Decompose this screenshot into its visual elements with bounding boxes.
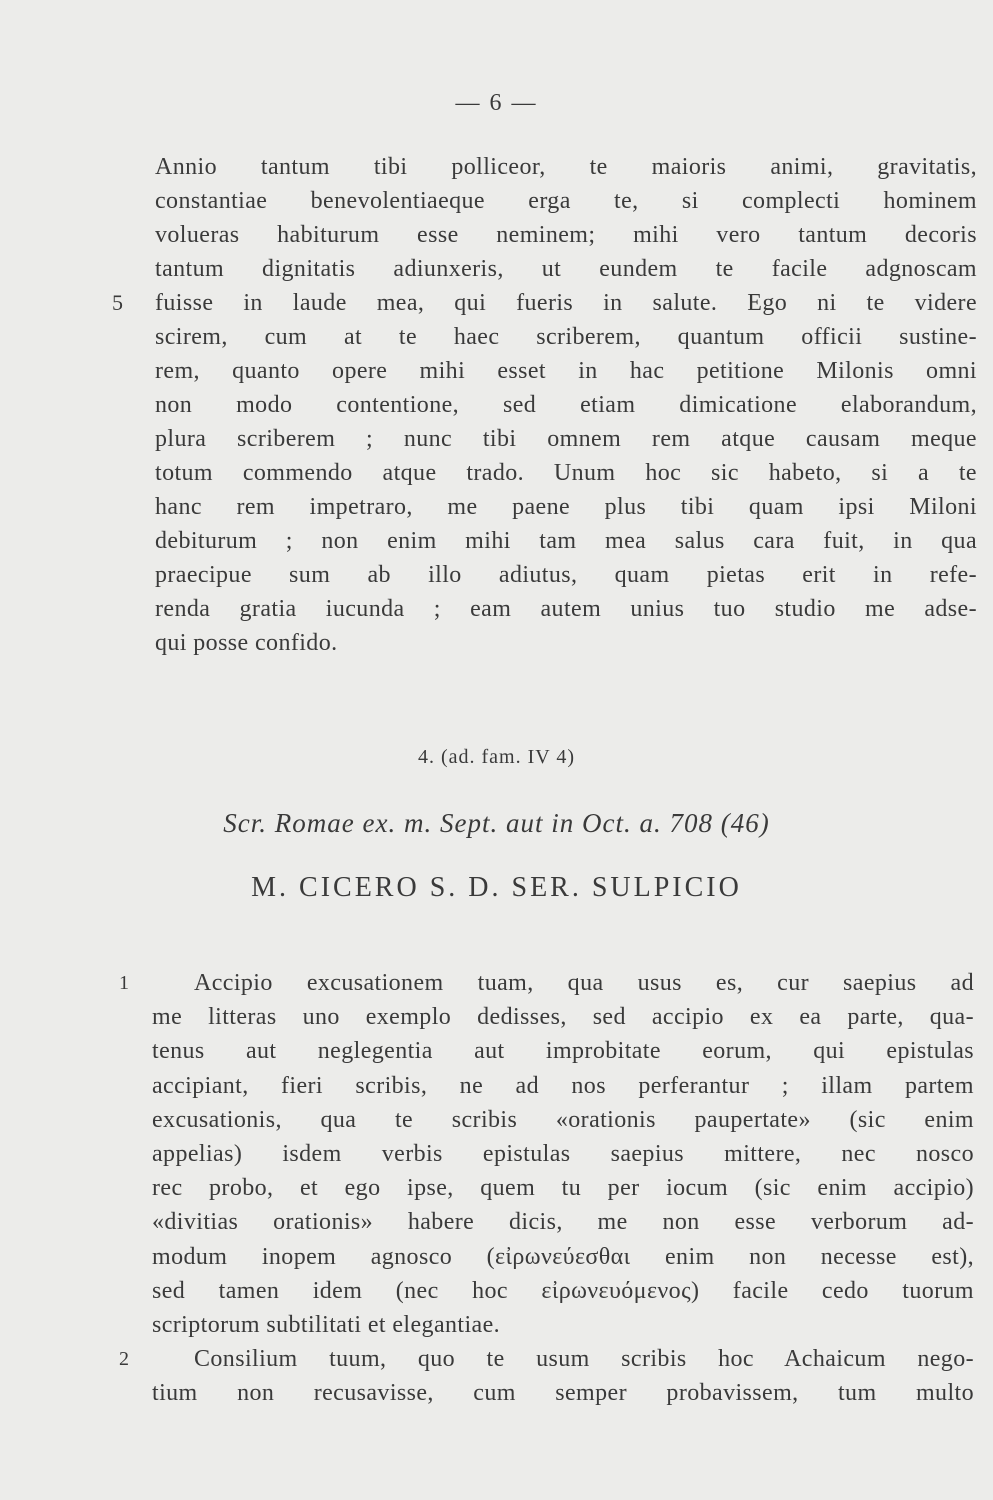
text-line: rec probo, et ego ipse, quem tu per iocum (sic enim accipio) xyxy=(152,1175,974,1202)
letter-heading: M. CICERO S. D. SER. SULPICIO xyxy=(251,872,742,903)
text-line xyxy=(112,286,977,320)
text-line xyxy=(119,1342,974,1376)
text-line: non modo contentione, sed etiam dimicatione elaborandum, xyxy=(155,392,977,418)
text-line: accipiant, fieri scribis, ne ad nos perferantur ; illam partem xyxy=(152,1072,974,1099)
date-line: Scr. Romae ex. m. Sept. aut in Oct. a. 708 (46) xyxy=(223,808,770,838)
text-line-content: Accipio excusationem tuam, qua usus es, cur saepius ad xyxy=(194,970,974,996)
paragraph-number: 1 xyxy=(119,972,130,994)
text-line: constantiae benevolentiaeque erga te, si complecti hominem xyxy=(155,188,977,214)
text-line: plura scriberem ; nunc tibi omnem rem atque causam meque xyxy=(155,426,977,452)
text-line: qui posse confido. xyxy=(155,630,338,656)
text-line: Annio tantum tibi polliceor, te maioris animi, gravitatis, xyxy=(155,154,977,180)
text-line: volueras habiturum esse neminem; mihi vero tantum decoris xyxy=(155,222,977,248)
text-line: tenus aut neglegentia aut improbitate eorum, qui epistulas xyxy=(152,1038,974,1065)
text-line: me litteras uno exemplo dedisses, sed accipio ex ea parte, qua- xyxy=(152,1004,974,1031)
text-line: modum inopem agnosco (εἰρωνεύεσθαι enim non necesse est), xyxy=(152,1243,974,1270)
text-line: appelias) isdem verbis epistulas saepius mittere, nec nosco xyxy=(152,1140,974,1167)
text-line: «divitias orationis» habere dicis, me non esse verborum ad- xyxy=(152,1209,974,1236)
text-line: excusationis, qua te scribis «orationis paupertate» (sic enim xyxy=(152,1106,974,1133)
text-line: praecipue sum ab illo adiutus, quam pietas erit in refe- xyxy=(155,562,977,588)
text-line: debiturum ; non enim mihi tam mea salus cara fuit, in qua xyxy=(155,528,977,554)
text-line: scriptorum subtilitati et elegantiae. xyxy=(152,1311,501,1338)
text-line-content: Consilium tuum, quo te usum scribis hoc Achaicum nego- xyxy=(194,1346,974,1373)
text-line: scirem, cum at te haec scriberem, quantum officii sustine- xyxy=(155,324,977,350)
page-number: — 6 — xyxy=(455,90,538,116)
text-line-content: fuisse in laude mea, qui fueris in salute. Ego ni te videre xyxy=(155,290,977,316)
text-line: tium non recusavisse, cum semper probavissem, tum multo xyxy=(152,1380,974,1407)
text-line: tantum dignitatis adiunxeris, ut eundem te facile adgnoscam xyxy=(155,256,977,282)
text-line: renda gratia iucunda ; eam autem unius tuo studio me adse- xyxy=(155,596,977,622)
text-line: hanc rem impetraro, me paene plus tibi quam ipsi Miloni xyxy=(155,494,977,520)
text-block-2 xyxy=(119,966,974,1410)
text-line: rem, quanto opere mihi esset in hac petitione Milonis omni xyxy=(155,358,977,384)
text-line: sed tamen idem (nec hoc εἰρωνευόμενος) facile cedo tuorum xyxy=(152,1277,974,1304)
section-number: 4. (ad. fam. IV 4) xyxy=(417,746,576,768)
line-number: 5 xyxy=(112,290,124,315)
text-line: totum commendo atque trado. Unum hoc sic habeto, si a te xyxy=(155,460,977,486)
paragraph-number: 2 xyxy=(119,1348,130,1371)
text-line xyxy=(119,966,974,1000)
text-block-1 xyxy=(112,150,977,660)
